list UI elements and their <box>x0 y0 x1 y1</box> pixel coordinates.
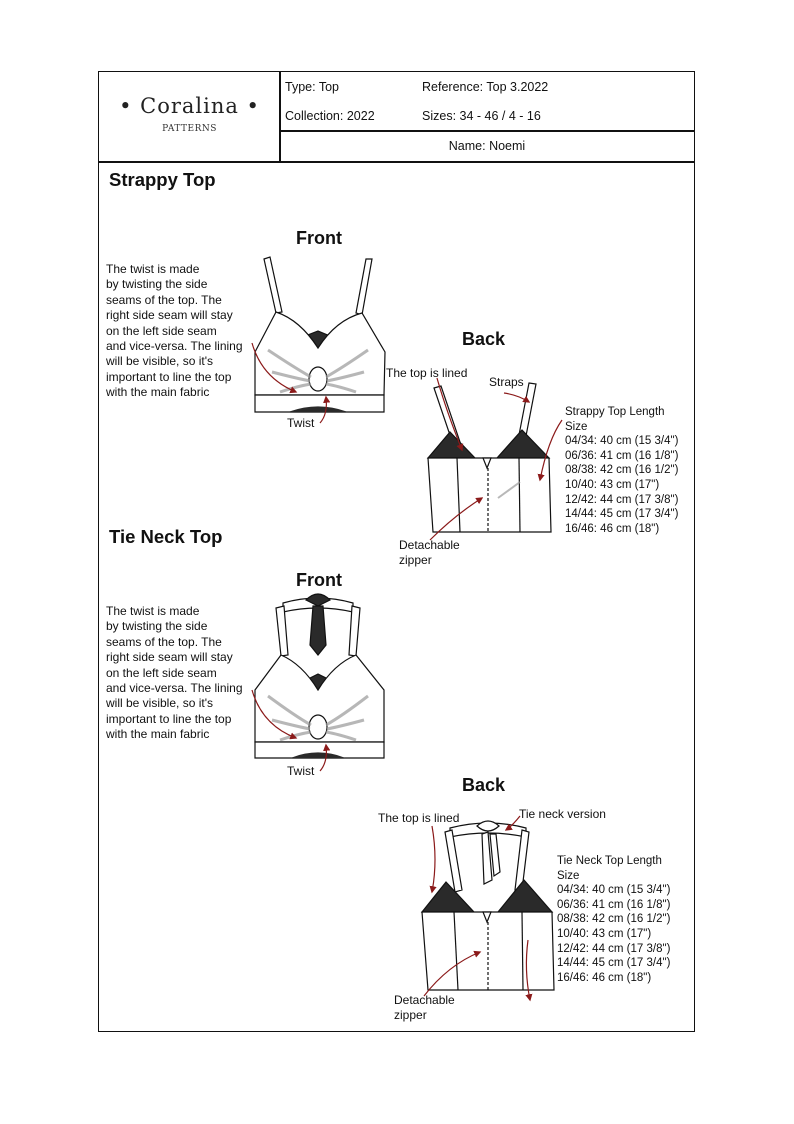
halter-right <box>349 606 360 656</box>
desc-line: and vice-versa. The lining <box>106 339 243 354</box>
desc-line: important to line the top <box>106 711 232 726</box>
desc-line: right side seam will stay <box>106 650 233 665</box>
strap-left <box>264 257 282 313</box>
brand-name: • Coralina • <box>119 94 260 118</box>
size-row: 14/44: 45 cm (17 3/4") <box>565 508 679 521</box>
brand-subtitle: PATTERNS <box>162 124 217 134</box>
desc-line: on the left side seam <box>106 323 217 338</box>
size-row: 10/40: 43 cm (17") <box>557 927 652 940</box>
size-table-header: Size <box>557 869 580 882</box>
meta-collection: Collection: 2022 <box>285 109 375 123</box>
size-row: 06/36: 41 cm (16 1/8") <box>565 449 679 462</box>
desc-line: will be visible, so it's <box>106 354 213 369</box>
size-table-title: Strappy Top Length <box>565 406 665 418</box>
desc-line: The twist is made <box>106 604 200 618</box>
strappy-twist-label: Twist <box>287 416 315 430</box>
meta-reference: Reference: Top 3.2022 <box>422 80 549 94</box>
back-strap-right <box>519 383 536 436</box>
desc-line: will be visible, so it's <box>106 696 213 711</box>
back-tie-lining-left <box>422 882 474 912</box>
back-tie-lining-right <box>498 880 552 912</box>
zipper-label-line: Detachable <box>399 538 460 552</box>
desc-line: and vice-versa. The lining <box>106 681 243 696</box>
tieneck-section-title: Tie Neck Top <box>109 526 223 547</box>
zipper-label-line: Detachable <box>394 993 455 1007</box>
zipper-label-line: zipper <box>394 1008 427 1022</box>
size-row: 08/38: 42 cm (16 1/2") <box>565 464 679 477</box>
strappy-lined-label: The top is lined <box>386 366 468 380</box>
meta-name: Name: Noemi <box>448 139 526 153</box>
desc-line: right side seam will stay <box>106 308 233 323</box>
desc-line: with the main fabric <box>106 727 210 742</box>
desc-line: The twist is made <box>106 262 200 276</box>
size-row: 14/44: 45 cm (17 3/4") <box>557 957 671 970</box>
tieneck-tie-label: Tie neck version <box>519 807 606 821</box>
back-halter-right <box>515 830 529 890</box>
tieneck-lined-arrow <box>432 826 435 892</box>
size-row: 08/38: 42 cm (16 1/2") <box>557 913 671 926</box>
size-row: 04/34: 40 cm (15 3/4") <box>565 435 679 448</box>
zipper-label-line: zipper <box>399 553 432 567</box>
tieneck-back-title: Back <box>462 775 506 795</box>
tie-twist-knot <box>309 715 327 739</box>
meta-sizes: Sizes: 34 - 46 / 4 - 16 <box>422 109 541 123</box>
back-body <box>428 458 551 532</box>
desc-line: important to line the top <box>106 369 232 384</box>
size-row: 10/40: 43 cm (17") <box>565 478 660 491</box>
strappy-section-title: Strappy Top <box>109 169 216 190</box>
strap-right <box>356 259 372 315</box>
size-row: 06/36: 41 cm (16 1/8") <box>557 898 671 911</box>
twist-knot <box>309 367 327 391</box>
back-lining-right <box>497 430 549 458</box>
desc-line: seams of the top. The <box>106 292 222 307</box>
size-row: 12/42: 44 cm (17 3/8") <box>557 942 671 955</box>
desc-line: on the left side seam <box>106 665 217 680</box>
tieneck-lined-label: The top is lined <box>378 811 460 825</box>
back-lining-left <box>428 432 475 458</box>
size-row: 04/34: 40 cm (15 3/4") <box>557 884 671 897</box>
strappy-front-drawing <box>255 257 385 412</box>
tieneck-front-title: Front <box>296 570 342 590</box>
size-row: 16/46: 46 cm (18") <box>565 522 660 535</box>
tieneck-twist-label: Twist <box>287 764 315 778</box>
halter-left <box>276 606 288 656</box>
desc-line: by twisting the side <box>106 619 208 634</box>
desc-line: with the main fabric <box>106 385 210 400</box>
size-row: 12/42: 44 cm (17 3/8") <box>565 493 679 506</box>
size-table-header: Size <box>565 420 588 433</box>
strappy-back-title: Back <box>462 329 506 349</box>
back-halter-left <box>445 830 462 892</box>
desc-line: seams of the top. The <box>106 634 222 649</box>
meta-type: Type: Top <box>285 80 339 94</box>
tieneck-front-drawing <box>255 594 384 758</box>
tieneck-back-drawing <box>422 821 554 990</box>
strappy-back-drawing <box>428 383 551 532</box>
size-row: 16/46: 46 cm (18") <box>557 971 652 984</box>
strappy-front-title: Front <box>296 228 342 248</box>
strappy-straps-label: Straps <box>489 375 524 389</box>
size-table-title: Tie Neck Top Length <box>557 855 662 867</box>
desc-line: by twisting the side <box>106 277 208 292</box>
tie-tail <box>310 606 326 655</box>
